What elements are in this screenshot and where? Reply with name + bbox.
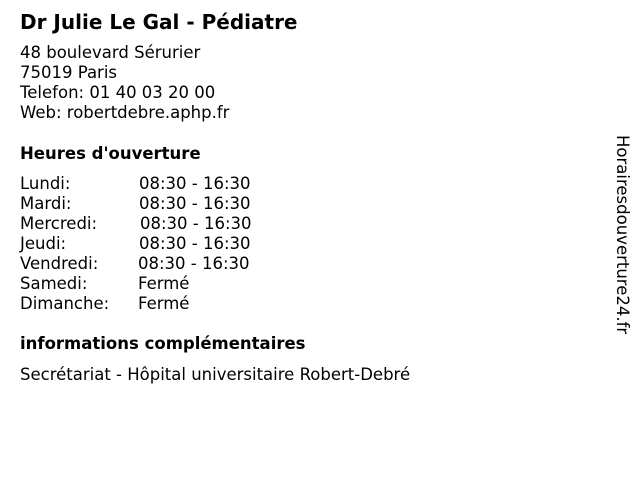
day-label: Mercredi: — [20, 214, 98, 233]
hours-row-monday — [20, 174, 320, 194]
address-block — [20, 43, 229, 123]
site-watermark: Horairesdouverture24.fr — [613, 135, 632, 335]
opening-hours-table — [20, 174, 320, 314]
opening-hours-heading: Heures d'ouverture — [20, 144, 201, 163]
additional-info-heading: informations complémentaires — [20, 334, 306, 353]
time-value: 08:30 - 16:30 — [138, 254, 250, 273]
day-label: Jeudi: — [20, 234, 67, 253]
additional-info-text: Secrétariat - Hôpital universitaire Robert-Debré — [20, 365, 411, 384]
city-postcode: 75019 Paris — [20, 63, 118, 82]
day-label: Mardi: — [20, 194, 72, 213]
hours-row-saturday — [20, 274, 320, 294]
phone-number[interactable]: Telefon: 01 40 03 20 00 — [20, 83, 216, 102]
hours-row-sunday — [20, 294, 320, 314]
hours-row-friday — [20, 254, 320, 274]
time-value: Fermé — [138, 294, 190, 313]
time-value: 08:30 - 16:30 — [140, 214, 252, 233]
website-link[interactable]: Web: robertdebre.aphp.fr — [20, 103, 230, 122]
hours-row-wednesday — [20, 214, 320, 234]
time-value: 08:30 - 16:30 — [139, 174, 251, 193]
time-value: 08:30 - 16:30 — [139, 234, 251, 253]
time-value: 08:30 - 16:30 — [139, 194, 251, 213]
street-address: 48 boulevard Sérurier — [20, 43, 201, 62]
day-label: Lundi: — [20, 174, 71, 193]
day-label: Dimanche: — [20, 294, 110, 313]
time-value: Fermé — [138, 274, 190, 293]
hours-row-thursday — [20, 234, 320, 254]
page-title: Dr Julie Le Gal - Pédiatre — [20, 10, 298, 34]
hours-row-tuesday — [20, 194, 320, 214]
day-label: Vendredi: — [20, 254, 99, 273]
day-label: Samedi: — [20, 274, 88, 293]
